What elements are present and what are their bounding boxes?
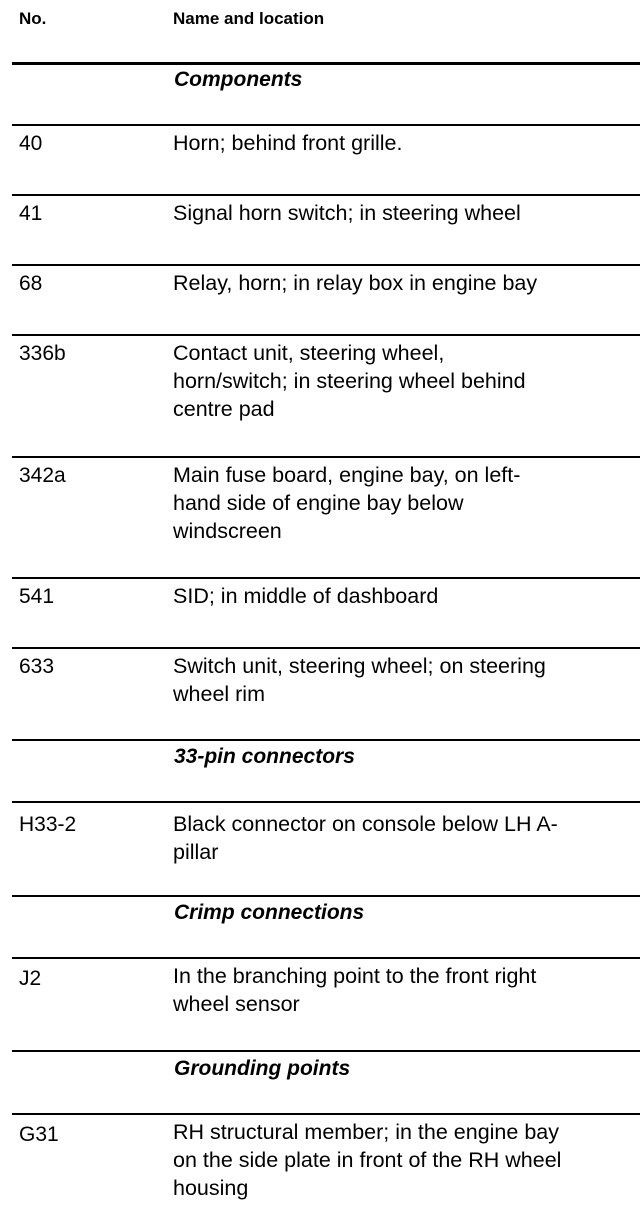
item-text-line: Signal horn switch; in steering wheel [173, 201, 521, 225]
item-name-location [173, 962, 638, 1018]
item-number: 633 [19, 655, 55, 678]
item-name-location [173, 461, 638, 545]
row-divider [12, 194, 640, 196]
column-header-no: No. [19, 9, 47, 28]
row-divider [12, 647, 640, 649]
item-number: J2 [19, 967, 42, 990]
item-text-line: SID; in middle of dashboard [173, 584, 439, 608]
section-title-crimp-connections: Crimp connections [174, 901, 365, 924]
row-divider [12, 577, 640, 579]
item-text-line: Contact unit, steering wheel, [173, 341, 445, 365]
header-rule [12, 62, 640, 65]
item-number: 68 [19, 272, 43, 295]
item-number: 342a [19, 464, 66, 487]
item-number: H33-2 [19, 813, 77, 836]
section-title-components: Components [174, 68, 303, 91]
item-text-line: centre pad [173, 397, 275, 421]
item-name-location [173, 1118, 638, 1202]
item-number: 336b [19, 342, 66, 365]
row-divider [12, 1113, 640, 1115]
item-text-line: on the side plate in front of the RH wheel [173, 1148, 562, 1172]
row-divider [12, 1050, 640, 1052]
item-text-line: wheel rim [173, 682, 265, 706]
item-name-location [173, 339, 638, 423]
item-text-line: horn/switch; in steering wheel behind [173, 369, 526, 393]
item-text-line: hand side of engine bay below [173, 491, 464, 515]
row-divider [12, 739, 640, 741]
item-name-location [173, 652, 638, 708]
item-name-location [173, 810, 638, 866]
section-title-33-pin-connectors: 33-pin connectors [174, 745, 355, 768]
item-text-line: In the branching point to the front right [173, 964, 537, 988]
item-name-location [173, 129, 638, 157]
item-text-line: housing [173, 1176, 249, 1200]
row-divider [12, 895, 640, 897]
item-number: 541 [19, 585, 55, 608]
row-divider [12, 957, 640, 959]
item-name-location [173, 582, 638, 610]
item-number: 41 [19, 202, 43, 225]
row-divider [12, 264, 640, 266]
item-number: G31 [19, 1123, 59, 1146]
item-text-line: Relay, horn; in relay box in engine bay [173, 271, 538, 295]
item-name-location [173, 269, 638, 297]
row-divider [12, 801, 640, 803]
item-text-line: Main fuse board, engine bay, on left- [173, 463, 521, 487]
item-text-line: Horn; behind front grille. [173, 131, 403, 155]
item-text-line: Switch unit, steering wheel; on steering [173, 654, 546, 678]
row-divider [12, 334, 640, 336]
item-number: 40 [19, 132, 43, 155]
item-text-line: RH structural member; in the engine bay [173, 1120, 559, 1144]
item-text-line: pillar [173, 840, 219, 864]
column-header-name-location: Name and location [173, 9, 325, 28]
row-divider [12, 456, 640, 458]
row-divider [12, 124, 640, 126]
item-name-location [173, 199, 638, 227]
section-title-grounding-points: Grounding points [174, 1057, 351, 1080]
item-text-line: wheel sensor [173, 992, 300, 1016]
item-text-line: Black connector on console below LH A- [173, 812, 558, 836]
item-text-line: windscreen [173, 519, 282, 543]
